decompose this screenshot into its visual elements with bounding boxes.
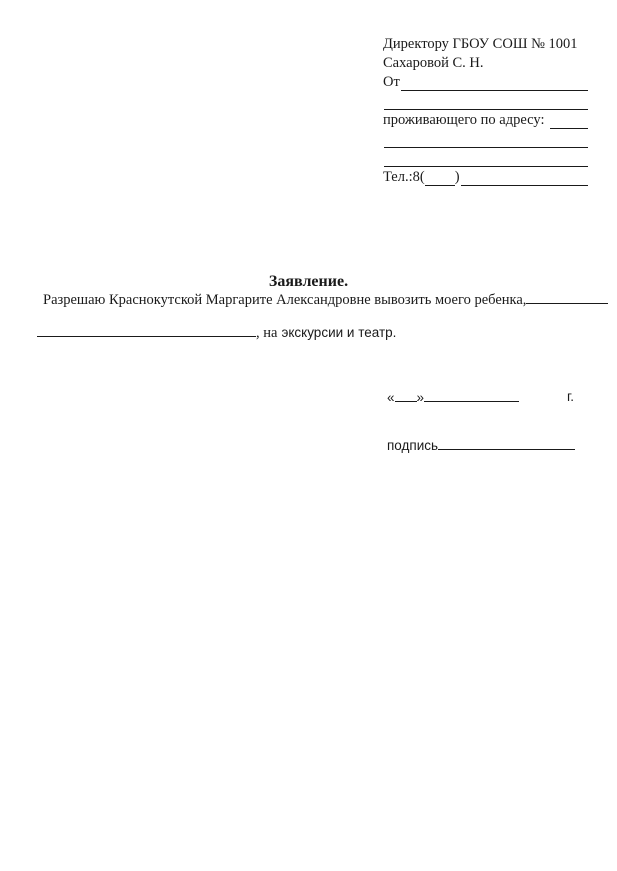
addressee-name-line [383, 53, 588, 72]
blank-line-2 [383, 129, 588, 148]
phone-paren: ) [454, 169, 460, 185]
document-title: Заявление. [268, 273, 349, 290]
phone-code-blank[interactable] [425, 172, 455, 186]
phone-prefix: Тел.:8( [383, 169, 425, 185]
blank-line-3 [383, 148, 588, 167]
body-line-1 [43, 290, 608, 309]
body-text-1: Разрешаю Краснокутской Маргарите Александровне вывозить моего ребенка, [43, 292, 527, 308]
date-day-blank[interactable] [395, 388, 417, 402]
phone-number-blank[interactable] [461, 172, 588, 186]
date-month-blank[interactable] [424, 388, 519, 402]
from-blank[interactable] [401, 77, 588, 91]
body-line-2 [37, 323, 396, 342]
from-blank-continued[interactable] [384, 96, 588, 110]
address-blank-continued-2[interactable] [384, 153, 588, 167]
phone-line [383, 167, 588, 186]
address-blank[interactable] [550, 115, 589, 129]
blank-line-1 [383, 91, 588, 110]
date-open-quote: « [387, 390, 395, 405]
address-label: проживающего по адресу: [383, 112, 545, 128]
date-year-suffix: г. [567, 389, 575, 404]
signature-line [387, 436, 575, 454]
date-line [387, 388, 519, 406]
addressee-block [383, 34, 588, 186]
signature-blank[interactable] [438, 436, 575, 450]
addressee-director: Директору ГБОУ СОШ № 1001 [383, 36, 578, 52]
from-label: От [383, 74, 400, 90]
from-line [383, 72, 588, 91]
address-line [383, 110, 588, 129]
child-name-blank-continued[interactable] [37, 323, 256, 337]
body-text-3: экскурсии и театр. [281, 325, 397, 340]
signature-label: подпись [387, 438, 439, 453]
body-text-2: , на [256, 325, 278, 341]
address-blank-continued-1[interactable] [384, 134, 588, 148]
date-close-quote: » [416, 390, 425, 405]
addressee-director-line [383, 34, 588, 53]
child-name-blank[interactable] [526, 290, 608, 304]
addressee-name: Сахаровой С. Н. [383, 55, 484, 71]
